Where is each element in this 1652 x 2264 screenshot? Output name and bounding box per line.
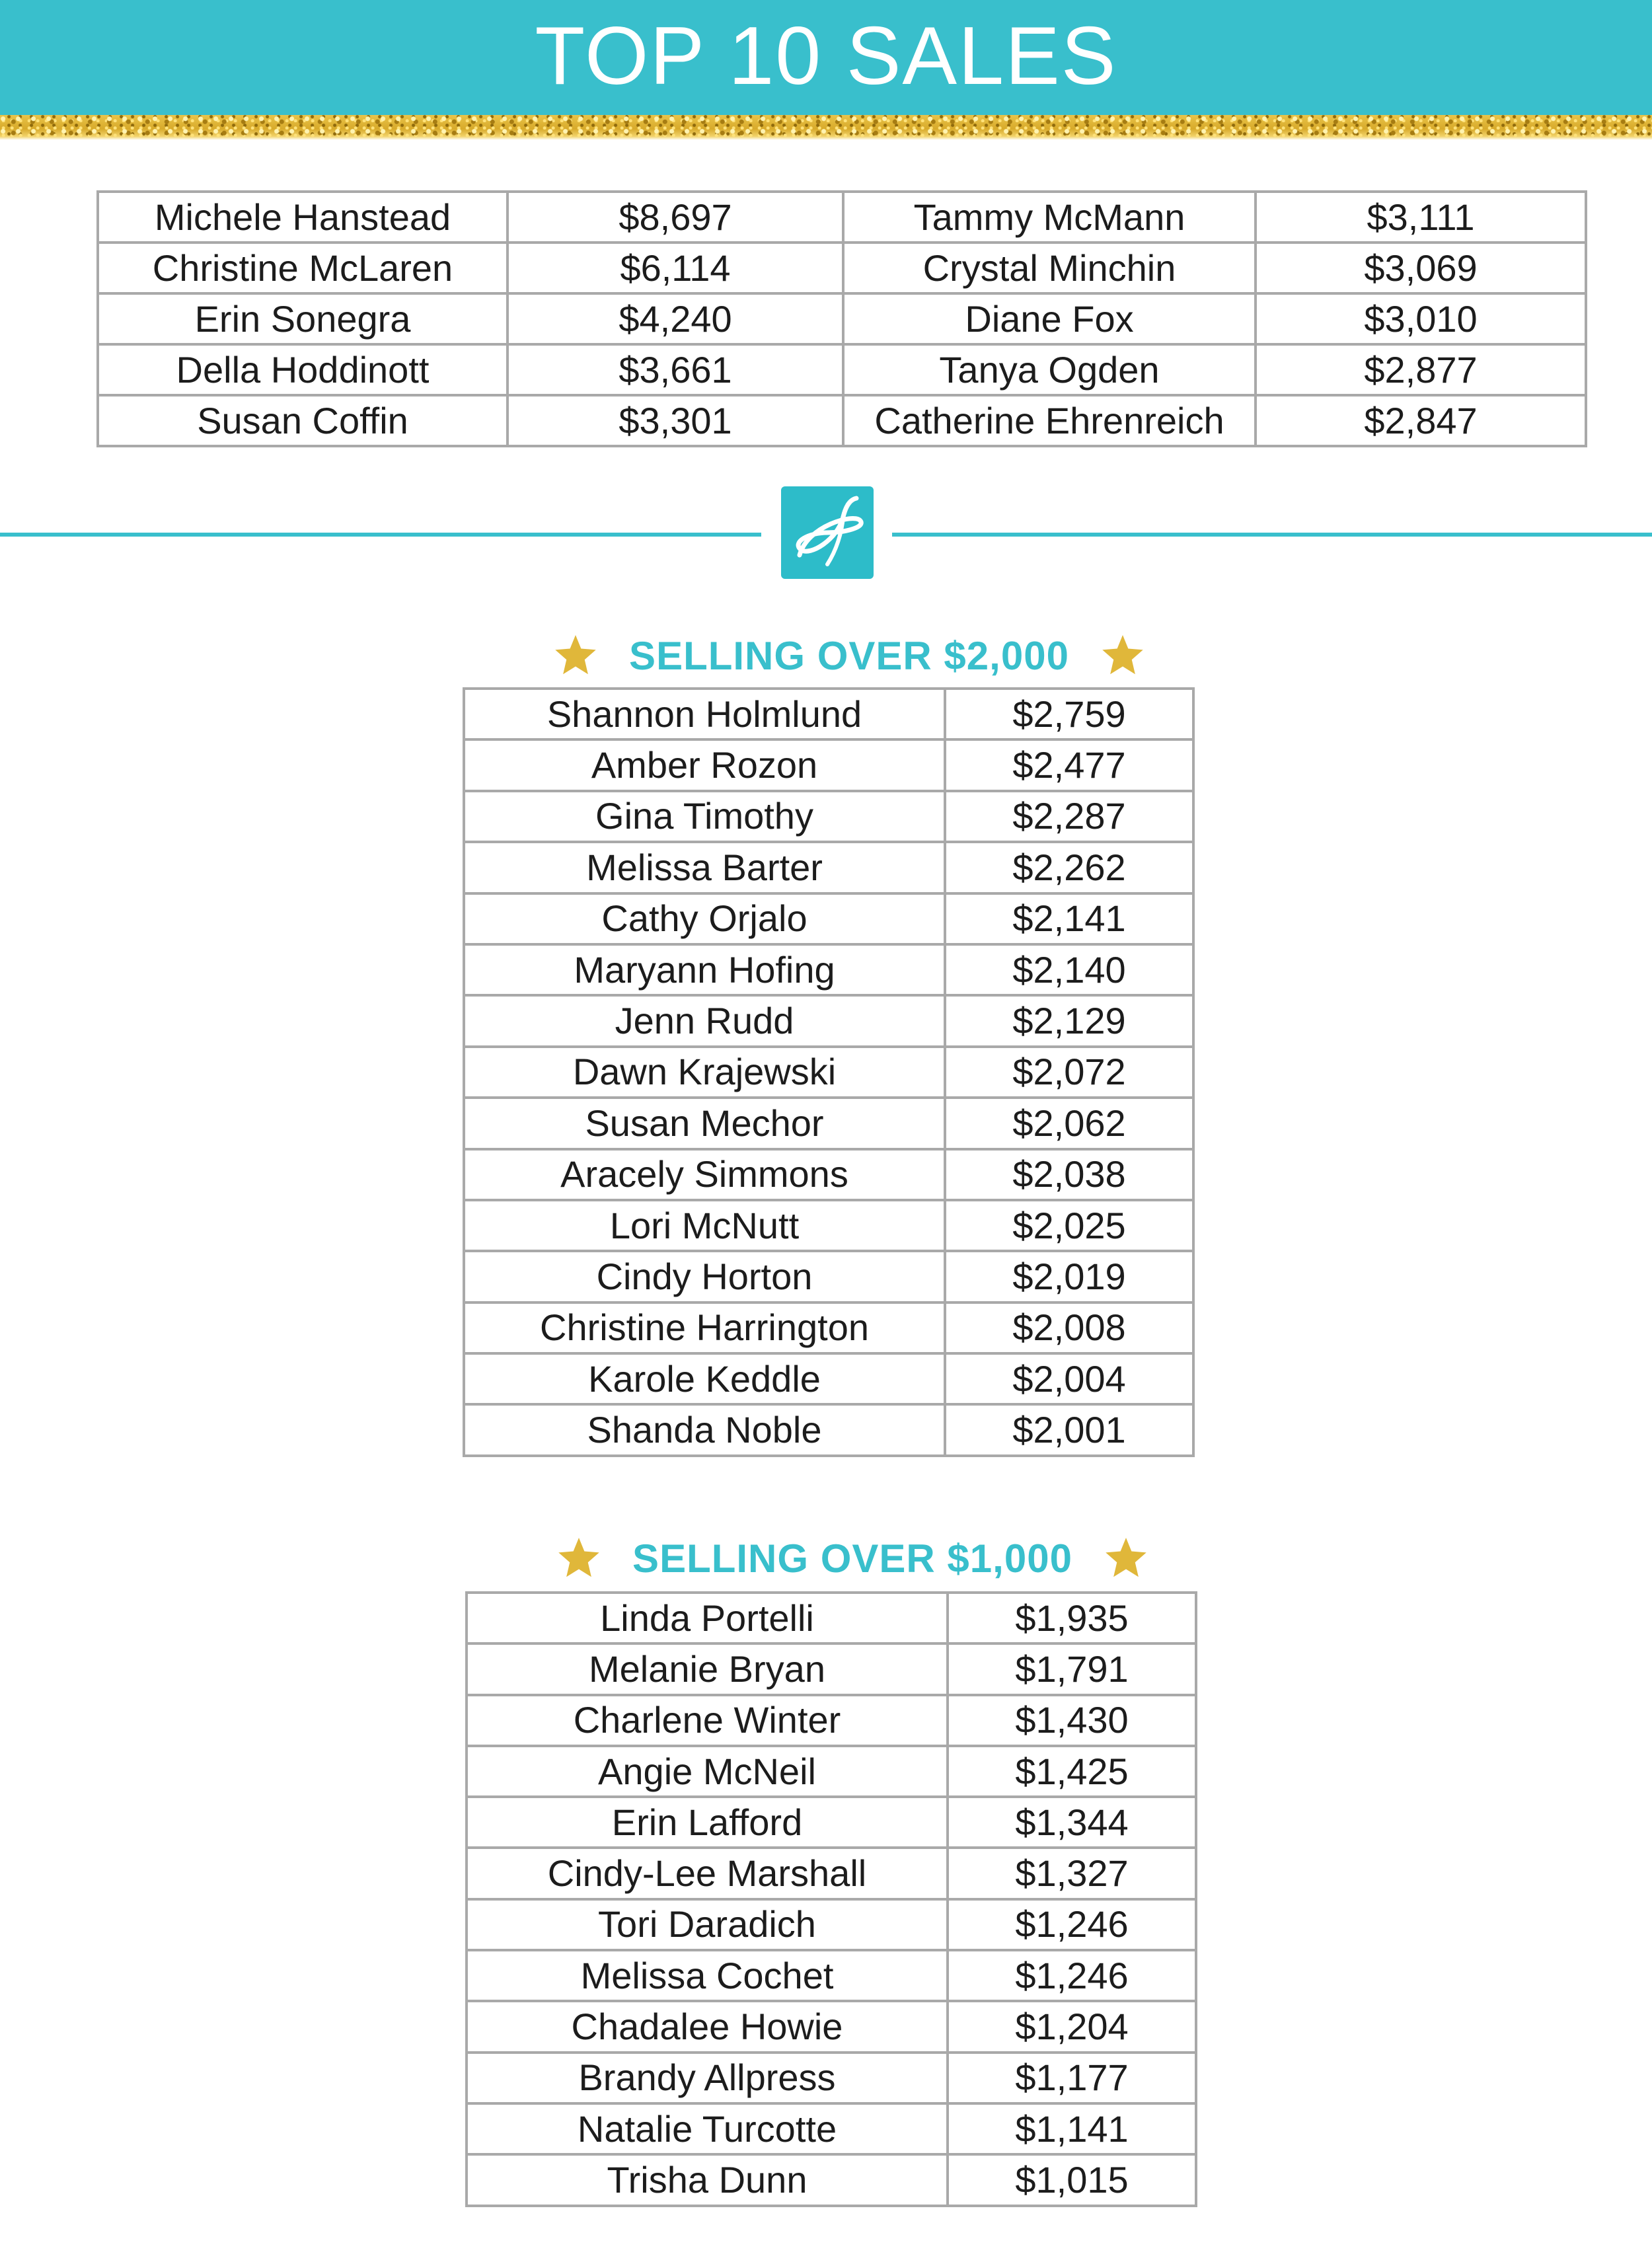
sales-amount: $6,114 — [507, 243, 843, 293]
table-row — [467, 1950, 1196, 2001]
sales-amount: $2,877 — [1256, 344, 1586, 395]
sales-amount: $3,069 — [1256, 243, 1586, 293]
table-row — [467, 1899, 1196, 1950]
sales-amount: $2,019 — [945, 1251, 1193, 1302]
table-row — [464, 995, 1193, 1046]
section-heading-over-1000 — [545, 1532, 1160, 1585]
seller-name: Melanie Bryan — [467, 1643, 948, 1694]
section-title: SELLING OVER $1,000 — [632, 1536, 1072, 1581]
sales-amount: $1,246 — [948, 1899, 1196, 1950]
sales-amount: $4,240 — [507, 293, 843, 344]
sales-amount: $2,141 — [945, 893, 1193, 944]
sales-amount: $1,204 — [948, 2001, 1196, 2052]
sales-amount: $2,008 — [945, 1302, 1193, 1353]
seller-name: Cindy-Lee Marshall — [467, 1848, 948, 1899]
table-row — [464, 1404, 1193, 1455]
table-row — [464, 1302, 1193, 1353]
table-row — [467, 1643, 1196, 1694]
table-row — [464, 1200, 1193, 1251]
table-row — [464, 842, 1193, 893]
seller-name: Crystal Minchin — [843, 243, 1256, 293]
table-row — [98, 192, 1586, 243]
sales-amount: $2,140 — [945, 944, 1193, 995]
seller-name: Charlene Winter — [467, 1695, 948, 1746]
seller-name: Tanya Ogden — [843, 344, 1256, 395]
seller-name: Shanda Noble — [464, 1404, 945, 1455]
script-f-logo-icon — [781, 486, 874, 579]
seller-name: Linda Portelli — [467, 1593, 948, 1643]
star-icon — [557, 1538, 601, 1579]
sales-amount: $1,935 — [948, 1593, 1196, 1643]
table-row — [467, 1695, 1196, 1746]
seller-name: Tori Daradich — [467, 1899, 948, 1950]
seller-name: Erin Sonegra — [98, 293, 507, 344]
seller-name: Gina Timothy — [464, 791, 945, 842]
sales-amount: $2,038 — [945, 1149, 1193, 1200]
section-title: SELLING OVER $2,000 — [629, 633, 1069, 678]
sales-amount: $1,246 — [948, 1950, 1196, 2001]
table-row — [464, 893, 1193, 944]
sales-amount: $1,791 — [948, 1643, 1196, 1694]
sales-amount: $2,847 — [1256, 395, 1586, 446]
sales-amount: $2,025 — [945, 1200, 1193, 1251]
sales-amount: $1,177 — [948, 2053, 1196, 2103]
table-row — [464, 944, 1193, 995]
table-row — [464, 1353, 1193, 1404]
sales-amount: $1,344 — [948, 1797, 1196, 1848]
sales-amount: $1,327 — [948, 1848, 1196, 1899]
sales-amount: $1,141 — [948, 2103, 1196, 2154]
seller-name: Lori McNutt — [464, 1200, 945, 1251]
sales-amount: $3,010 — [1256, 293, 1586, 344]
table-row — [98, 243, 1586, 293]
selling-over-1000-table — [465, 1591, 1197, 2207]
seller-name: Susan Mechor — [464, 1098, 945, 1149]
table-row — [464, 791, 1193, 842]
table-row — [467, 2103, 1196, 2154]
table-row — [467, 1848, 1196, 1899]
star-icon — [1101, 635, 1145, 676]
seller-name: Tammy McMann — [843, 192, 1256, 243]
seller-name: Angie McNeil — [467, 1746, 948, 1797]
table-row — [464, 1047, 1193, 1098]
table-row — [467, 1797, 1196, 1848]
sales-amount: $2,262 — [945, 842, 1193, 893]
sales-amount: $1,430 — [948, 1695, 1196, 1746]
section-heading-over-2000 — [542, 629, 1156, 682]
header-banner — [0, 0, 1652, 115]
table-row — [464, 1251, 1193, 1302]
divider-line-left — [0, 533, 761, 537]
table-row — [98, 395, 1586, 446]
seller-name: Maryann Hofing — [464, 944, 945, 995]
seller-name: Aracely Simmons — [464, 1149, 945, 1200]
table-row — [467, 1593, 1196, 1643]
table-row — [467, 1746, 1196, 1797]
sales-amount: $2,001 — [945, 1404, 1193, 1455]
seller-name: Jenn Rudd — [464, 995, 945, 1046]
seller-name: Susan Coffin — [98, 395, 507, 446]
table-row — [98, 293, 1586, 344]
sales-amount: $2,072 — [945, 1047, 1193, 1098]
table-row — [467, 2053, 1196, 2103]
table-row — [464, 739, 1193, 790]
seller-name: Melissa Cochet — [467, 1950, 948, 2001]
selling-over-2000-table — [463, 687, 1195, 1457]
sales-amount: $1,425 — [948, 1746, 1196, 1797]
seller-name: Melissa Barter — [464, 842, 945, 893]
top-10-sales-table — [96, 190, 1587, 447]
table-row — [98, 344, 1586, 395]
table-row — [467, 2001, 1196, 2052]
seller-name: Amber Rozon — [464, 739, 945, 790]
seller-name: Christine Harrington — [464, 1302, 945, 1353]
seller-name: Cathy Orjalo — [464, 893, 945, 944]
sales-amount: $3,111 — [1256, 192, 1586, 243]
seller-name: Natalie Turcotte — [467, 2103, 948, 2154]
gold-glitter-strip — [0, 115, 1652, 140]
page-title: TOP 10 SALES — [535, 11, 1117, 102]
sales-amount: $2,129 — [945, 995, 1193, 1046]
seller-name: Dawn Krajewski — [464, 1047, 945, 1098]
table-row — [464, 689, 1193, 739]
star-icon — [554, 635, 597, 676]
sales-amount: $2,062 — [945, 1098, 1193, 1149]
sales-amount: $3,661 — [507, 344, 843, 395]
seller-name: Trisha Dunn — [467, 2154, 948, 2205]
table-row — [464, 1149, 1193, 1200]
seller-name: Shannon Holmlund — [464, 689, 945, 739]
sales-amount: $2,004 — [945, 1353, 1193, 1404]
seller-name: Brandy Allpress — [467, 2053, 948, 2103]
seller-name: Erin Lafford — [467, 1797, 948, 1848]
star-icon — [1104, 1538, 1148, 1579]
sales-amount: $8,697 — [507, 192, 843, 243]
sales-amount: $2,759 — [945, 689, 1193, 739]
sales-amount: $3,301 — [507, 395, 843, 446]
table-row — [467, 2154, 1196, 2205]
seller-name: Catherine Ehrenreich — [843, 395, 1256, 446]
table-row — [464, 1098, 1193, 1149]
seller-name: Chadalee Howie — [467, 2001, 948, 2052]
sales-amount: $2,287 — [945, 791, 1193, 842]
seller-name: Della Hoddinott — [98, 344, 507, 395]
seller-name: Cindy Horton — [464, 1251, 945, 1302]
seller-name: Michele Hanstead — [98, 192, 507, 243]
sales-amount: $2,477 — [945, 739, 1193, 790]
seller-name: Christine McLaren — [98, 243, 507, 293]
seller-name: Karole Keddle — [464, 1353, 945, 1404]
seller-name: Diane Fox — [843, 293, 1256, 344]
sales-amount: $1,015 — [948, 2154, 1196, 2205]
divider-line-right — [892, 533, 1652, 537]
